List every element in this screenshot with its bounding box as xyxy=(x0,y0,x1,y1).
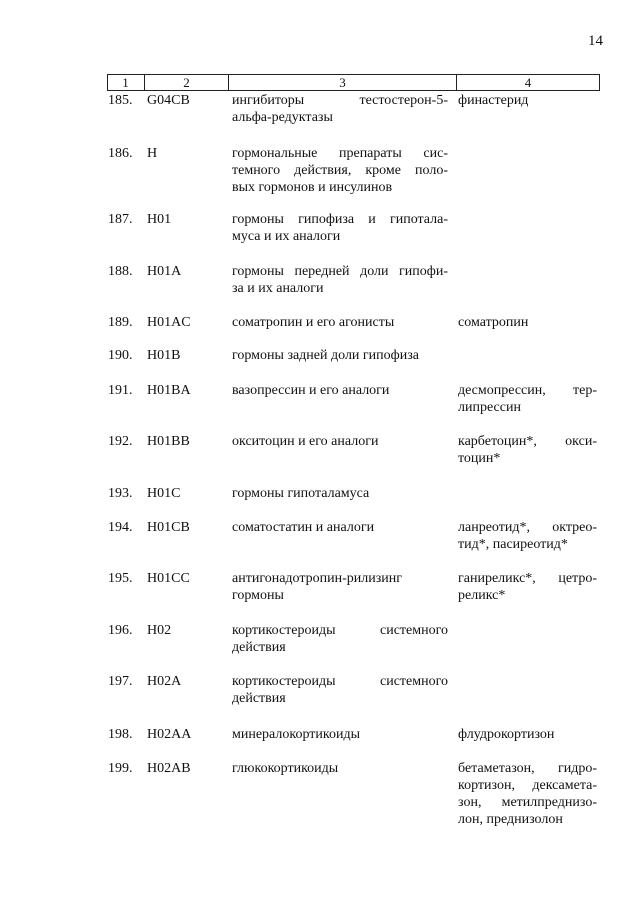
group-description-line: гормоны гипоталамуса xyxy=(232,486,370,501)
atc-code: H01BA xyxy=(147,383,191,398)
drug-names xyxy=(458,433,597,467)
group-description-line: минералокортикоиды xyxy=(232,727,361,742)
group-description-line: действия xyxy=(232,640,286,655)
group-description-line: соматропин и его агонисты xyxy=(232,315,395,330)
group-description-line: ингибиторы тестостерон-5- xyxy=(232,93,448,108)
drug-names-line: тоцин* xyxy=(458,451,501,466)
group-description-line: действия xyxy=(232,691,286,706)
group-description-line: альфа-редуктазы xyxy=(232,110,333,125)
header-col-3: 3 xyxy=(228,75,456,90)
group-description-line: за и их аналоги xyxy=(232,281,324,296)
group-description-line: окситоцин и его аналоги xyxy=(232,434,379,449)
row-number: 189. xyxy=(108,315,133,330)
row-number: 197. xyxy=(108,674,133,689)
group-description xyxy=(232,263,448,297)
atc-code: H02A xyxy=(147,674,182,689)
group-description-line: соматостатин и аналоги xyxy=(232,520,375,535)
row-number: 187. xyxy=(108,212,133,227)
atc-code: H01CB xyxy=(147,520,190,535)
row-number: 194. xyxy=(108,520,133,535)
row-number: 188. xyxy=(108,264,133,279)
group-description-line: кортикостероиды системного xyxy=(232,674,448,689)
atc-code: H02 xyxy=(147,623,172,638)
group-description xyxy=(232,433,448,450)
drug-names-line: липрессин xyxy=(458,400,521,415)
row-number: 198. xyxy=(108,727,133,742)
group-description xyxy=(232,485,448,502)
row-number: 196. xyxy=(108,623,133,638)
atc-code: H01A xyxy=(147,264,182,279)
row-number: 195. xyxy=(108,571,133,586)
atc-code: H01C xyxy=(147,486,181,501)
drug-names-line: кортизон, дексамета- xyxy=(458,778,597,793)
drug-names-line: соматропин xyxy=(458,315,529,330)
atc-code: H02AA xyxy=(147,727,192,742)
drug-names-line: десмопрессин, тер- xyxy=(458,383,597,398)
row-number: 199. xyxy=(108,761,133,776)
row-number: 186. xyxy=(108,146,133,161)
group-description xyxy=(232,347,448,364)
group-description-line: антигонадотропин-рилизинг xyxy=(232,571,403,586)
row-number: 191. xyxy=(108,383,133,398)
drug-names-line: тид*, пасиреотид* xyxy=(458,537,568,552)
group-description xyxy=(232,570,448,604)
group-description xyxy=(232,726,448,743)
drug-names-line: финастерид xyxy=(458,93,529,108)
group-description xyxy=(232,314,448,331)
drug-names-line: карбетоцин*, окси- xyxy=(458,434,597,449)
atc-code: G04CB xyxy=(147,93,190,108)
drug-names xyxy=(458,519,597,553)
group-description xyxy=(232,145,448,196)
group-description-line: вых гормонов и инсулинов xyxy=(232,180,393,195)
atc-code: H01CC xyxy=(147,571,190,586)
page-number: 14 xyxy=(588,33,603,49)
row-number: 185. xyxy=(108,93,133,108)
header-col-4: 4 xyxy=(456,75,599,90)
group-description xyxy=(232,673,448,707)
group-description-line: вазопрессин и его аналоги xyxy=(232,383,390,398)
row-number: 192. xyxy=(108,434,133,449)
header-col-2: 2 xyxy=(144,75,228,90)
atc-code: H01BB xyxy=(147,434,190,449)
drug-names-line: ланреотид*, октрео- xyxy=(458,520,597,535)
drug-names xyxy=(458,726,597,743)
group-description-line: глюкокортикоиды xyxy=(232,761,339,776)
drug-names xyxy=(458,314,597,331)
drug-names xyxy=(458,382,597,416)
group-description-line: гормоны задней доли гипофиза xyxy=(232,348,419,363)
group-description xyxy=(232,382,448,399)
table-header xyxy=(107,74,600,91)
atc-code: H01B xyxy=(147,348,181,363)
group-description-line: темного действия, кроме поло- xyxy=(232,163,448,178)
drug-names-line: флудрокортизон xyxy=(458,727,555,742)
group-description xyxy=(232,92,448,126)
group-description xyxy=(232,519,448,536)
group-description xyxy=(232,622,448,656)
group-description-line: гормоны передней доли гипофи- xyxy=(232,264,448,279)
drug-names-line: бетаметазон, гидро- xyxy=(458,761,597,776)
atc-code: H xyxy=(147,146,158,161)
atc-code: H01 xyxy=(147,212,172,227)
group-description-line: гормональные препараты сис- xyxy=(232,146,448,161)
row-number: 190. xyxy=(108,348,133,363)
drug-names-line: реликс* xyxy=(458,588,506,603)
drug-names xyxy=(458,760,597,828)
group-description-line: кортикостероиды системного xyxy=(232,623,448,638)
group-description-line: гормоны гипофиза и гипотала- xyxy=(232,212,448,227)
drug-names-line: лон, преднизолон xyxy=(458,812,563,827)
group-description xyxy=(232,760,448,777)
group-description xyxy=(232,211,448,245)
drug-names-line: зон, метилпреднизо- xyxy=(458,795,597,810)
group-description-line: муса и их аналоги xyxy=(232,229,341,244)
group-description-line: гормоны xyxy=(232,588,284,603)
row-number: 193. xyxy=(108,486,133,501)
drug-names xyxy=(458,570,597,604)
drug-names-line: ганиреликс*, цетро- xyxy=(458,571,597,586)
atc-code: H02AB xyxy=(147,761,191,776)
drug-names xyxy=(458,92,597,109)
atc-code: H01AC xyxy=(147,315,191,330)
header-col-1: 1 xyxy=(122,75,129,90)
